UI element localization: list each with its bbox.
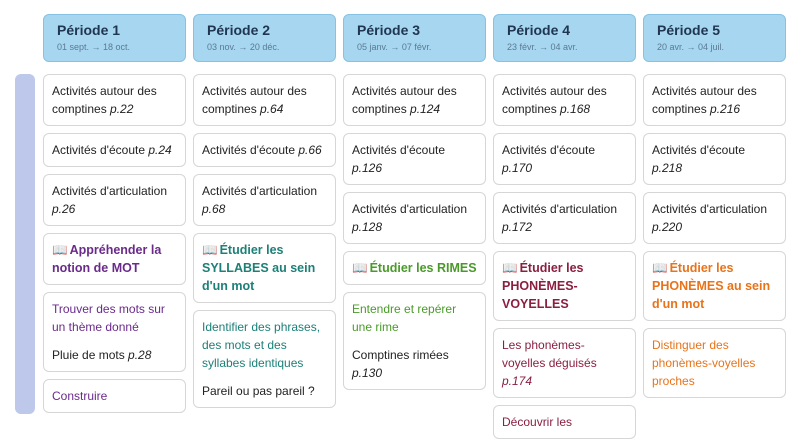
activity-card[interactable] (493, 74, 636, 126)
activity-label: Les phonèmes-voyelles déguisés (502, 338, 597, 370)
activity-label: Activités autour des comptines (202, 84, 307, 116)
section-heading-card[interactable] (43, 233, 186, 285)
activity-card[interactable] (43, 292, 186, 372)
activity-card[interactable] (193, 74, 336, 126)
page-ref: p.220 (652, 220, 683, 234)
activity-card[interactable] (493, 133, 636, 185)
activity-card[interactable] (493, 328, 636, 398)
activity-card[interactable] (193, 310, 336, 408)
activity-card[interactable] (493, 192, 636, 244)
section-heading: Étudier les PHONÈMES-VOYELLES (502, 261, 584, 311)
activity-card[interactable] (643, 192, 786, 244)
activity-card[interactable] (43, 379, 186, 413)
activity-card[interactable] (343, 292, 486, 390)
period-column-1 (43, 14, 186, 420)
period-title: Période 1 (57, 22, 121, 38)
page-ref: p.172 (502, 220, 533, 234)
section-heading: Étudier les PHONÈMES au sein d'un mot (652, 261, 771, 311)
activity-label: Activités d'articulation (502, 202, 618, 216)
sidebar-rail (15, 74, 35, 414)
book-icon: 📖 (352, 261, 368, 275)
activity-label: Activités d'écoute (352, 143, 446, 157)
activity-card[interactable] (43, 74, 186, 126)
activity-label: Activités d'articulation (52, 184, 168, 198)
activity-label: Trouver des mots sur un thème donné (52, 302, 165, 334)
page-ref: p.26 (52, 202, 76, 216)
section-heading-card[interactable] (493, 251, 636, 321)
period-column-5 (643, 14, 786, 405)
activity-label: Comptines rimées (352, 348, 449, 362)
period-title: Période 4 (507, 22, 571, 38)
activity-card[interactable] (643, 74, 786, 126)
period-header[interactable] (343, 14, 486, 62)
page-ref: p.64 (260, 102, 284, 116)
activity-label: Identifier des phrases, des mots et des syllabes identiques (202, 320, 321, 370)
page-ref: p.28 (128, 348, 152, 362)
period-dates: 20 avr. → 04 juil. (657, 42, 725, 52)
activity-label: Activités d'écoute (502, 143, 596, 157)
activity-label: Activités d'articulation (652, 202, 768, 216)
activity-label: Pareil ou pas pareil ? (202, 384, 315, 398)
period-dates: 23 févr. → 04 avr. (507, 42, 578, 52)
period-header[interactable] (193, 14, 336, 62)
activity-label: Pluie de mots (52, 348, 129, 362)
page-ref: p.126 (352, 161, 383, 175)
page-ref: p.130 (352, 366, 383, 380)
page-ref: p.24 (148, 143, 172, 157)
section-heading: Appréhender la notion de MOT (52, 243, 162, 275)
activity-label: Construire (52, 389, 108, 403)
activity-label: Activités autour des comptines (652, 84, 757, 116)
page-ref: p.168 (560, 102, 591, 116)
page-ref: p.218 (652, 161, 683, 175)
activity-card[interactable] (193, 133, 336, 167)
page-ref: p.124 (410, 102, 441, 116)
page-ref: p.22 (110, 102, 134, 116)
activity-card[interactable] (493, 405, 636, 439)
activity-card[interactable] (643, 133, 786, 185)
page-ref: p.170 (502, 161, 533, 175)
period-title: Période 2 (207, 22, 271, 38)
page-ref: p.216 (710, 102, 741, 116)
page-ref: p.174 (502, 374, 533, 388)
section-heading: Étudier les SYLLABES au sein d'un mot (202, 243, 316, 293)
activity-card[interactable] (643, 328, 786, 398)
section-heading-card[interactable] (193, 233, 336, 303)
activity-label: Activités autour des comptines (352, 84, 457, 116)
period-header[interactable] (493, 14, 636, 62)
activity-label: Activités d'écoute (202, 143, 299, 157)
activity-label: Distinguer des phonèmes-voyelles proches (652, 338, 756, 388)
activity-label: Activités d'articulation (202, 184, 318, 198)
period-title: Période 5 (657, 22, 721, 38)
period-header[interactable] (643, 14, 786, 62)
period-dates: 05 janv. → 07 févr. (357, 42, 432, 52)
activity-card[interactable] (343, 192, 486, 244)
page-ref: p.128 (352, 220, 383, 234)
activity-label: Découvrir les (502, 415, 573, 429)
book-icon: 📖 (652, 261, 668, 275)
period-header[interactable] (43, 14, 186, 62)
period-column-2 (193, 14, 336, 415)
activity-card[interactable] (193, 174, 336, 226)
activity-card[interactable] (343, 74, 486, 126)
activity-label: Activités d'écoute (652, 143, 746, 157)
period-title: Période 3 (357, 22, 421, 38)
page-ref: p.66 (298, 143, 322, 157)
period-dates: 03 nov. → 20 déc. (207, 42, 280, 52)
activity-label: Activités d'écoute (52, 143, 149, 157)
activity-card[interactable] (43, 174, 186, 226)
period-dates: 01 sept. → 18 oct. (57, 42, 131, 52)
activity-card[interactable] (43, 133, 186, 167)
period-column-4 (493, 14, 636, 446)
period-column-3 (343, 14, 486, 397)
section-heading-card[interactable] (343, 251, 486, 285)
book-icon: 📖 (202, 243, 218, 257)
activity-label: Activités autour des comptines (502, 84, 607, 116)
activity-card[interactable] (343, 133, 486, 185)
book-icon: 📖 (52, 243, 68, 257)
activity-label: Activités d'articulation (352, 202, 468, 216)
section-heading-card[interactable] (643, 251, 786, 321)
section-heading: Étudier les RIMES (369, 261, 477, 275)
page-ref: p.68 (202, 202, 226, 216)
activity-label: Activités autour des comptines (52, 84, 157, 116)
book-icon: 📖 (502, 261, 518, 275)
activity-label: Entendre et repérer une rime (352, 302, 457, 334)
